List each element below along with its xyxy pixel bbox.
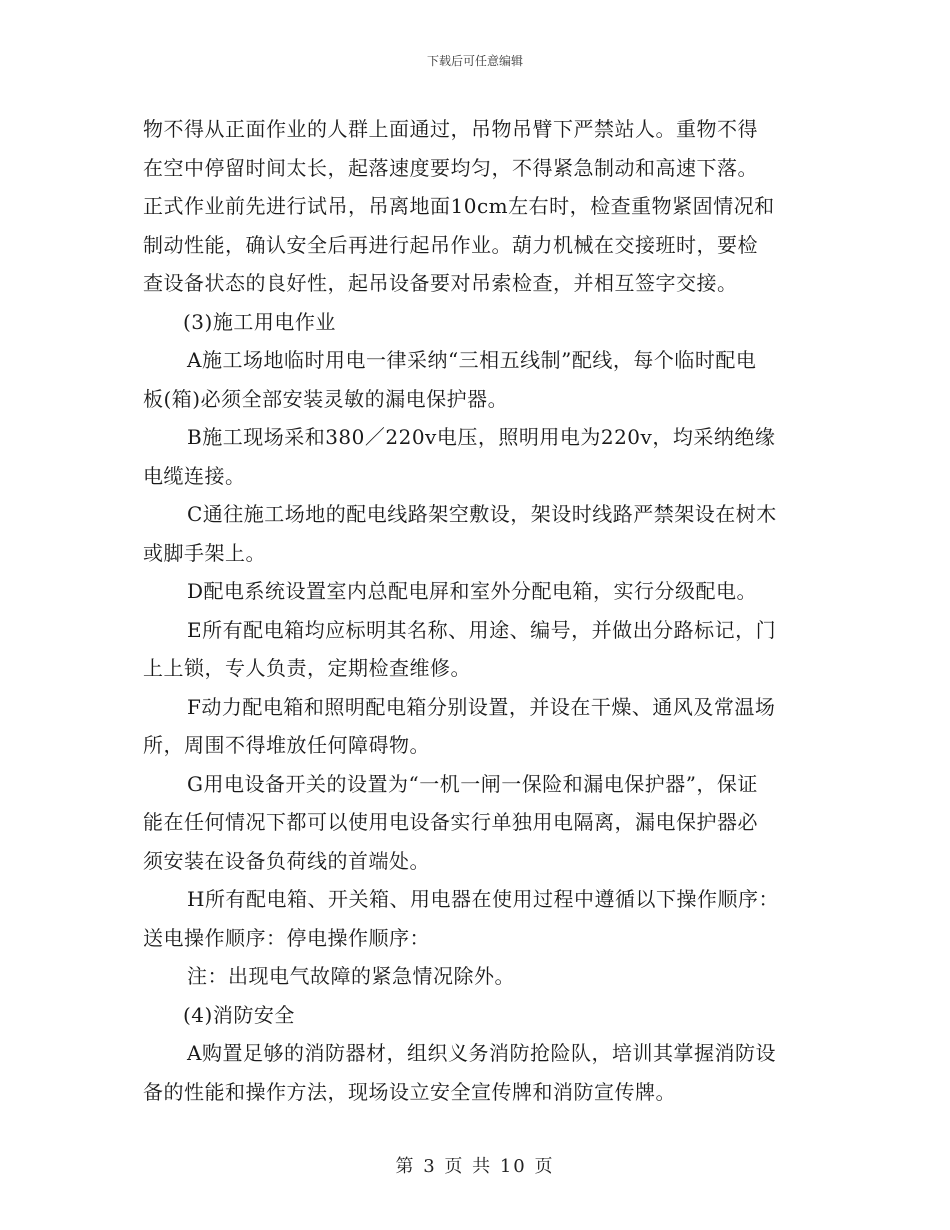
- body-line: 或脚手架上。: [143, 540, 266, 565]
- paragraph-start: C通往施工场地的配电线路架空敷设，架设时线路严禁架设在树木: [187, 502, 777, 526]
- document-body: [143, 110, 813, 1111]
- note-line: 注：出现电气故障的紧急情况除外。: [187, 964, 515, 988]
- paragraph-start: D配电系统设置室内总配电屏和室外分配电箱，实行分级配电。: [187, 579, 758, 603]
- section-heading: (3)施工用电作业: [183, 309, 336, 334]
- body-line: 物不得从正面作业的人群上面通过，吊物吊臂下严禁站人。重物不得: [143, 117, 758, 141]
- paragraph-start: B施工现场采和380／220v电压，照明用电为220v，均采纳绝缘: [187, 425, 776, 449]
- paragraph-start: G用电设备开关的设置为“一机一闸一保险和漏电保护器”，保证: [187, 771, 758, 796]
- body-line: 查设备状态的良好性，起吊设备要对吊索检查，并相互签字交接。: [143, 271, 738, 295]
- page-header: 下载后可任意编辑: [426, 54, 523, 68]
- body-line: 板(箱)必须全部安装灵敏的漏电保护器。: [143, 386, 509, 411]
- paragraph-start: H所有配电箱、开关箱、用电器在使用过程中遵循以下操作顺序：: [187, 887, 779, 911]
- body-line: 电缆连接。: [143, 463, 246, 488]
- body-line: 制动性能，确认安全后再进行起吊作业。葫力机械在交接班时，要检: [143, 232, 758, 257]
- body-line: 能在任何情况下都可以使用电设备实行单独用电隔离，漏电保护器必: [143, 810, 758, 834]
- body-line: 正式作业前先进行试吊，吊离地面10cm左右时，检查重物紧固情况和: [143, 194, 775, 218]
- section-heading: (4)消防安全: [183, 1002, 295, 1027]
- body-line: 所，周围不得堆放任何障碍物。: [143, 733, 430, 757]
- paragraph-start: A购置足够的消防器材，组织义务消防抢险队，培训其掌握消防设: [187, 1041, 776, 1065]
- page-number-footer: 第 3 页 共 10 页: [395, 1156, 555, 1177]
- body-line: 备的性能和操作方法，现场设立安全宣传牌和消防宣传牌。: [143, 1079, 676, 1104]
- body-line: 须安装在设备负荷线的首端处。: [143, 848, 430, 873]
- paragraph-start: E所有配电箱均应标明其名称、用途、编号，并做出分路标记，门: [187, 617, 777, 642]
- body-line: 送电操作顺序：停电操作顺序：: [143, 925, 430, 950]
- body-line: 在空中停留时间太长，起落速度要均匀，不得紧急制动和高速下落。: [143, 155, 758, 180]
- paragraph-start: F动力配电箱和照明配电箱分别设置，并设在干燥、通风及常温场: [187, 694, 776, 719]
- body-line: 上上锁，专人负责，定期检查维修。: [143, 656, 471, 680]
- paragraph-start: A施工场地临时用电一律采纳“三相五线制”配线，每个临时配电: [187, 348, 757, 372]
